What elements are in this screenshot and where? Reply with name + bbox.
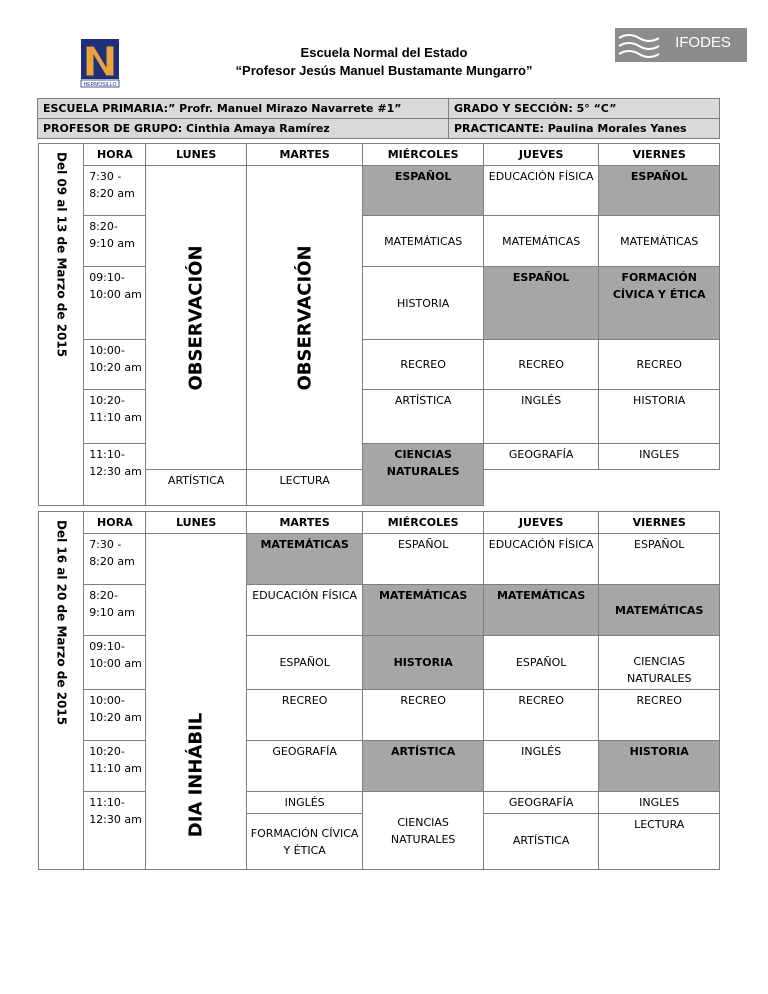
school-name: Escuela Normal del Estado [300, 45, 468, 60]
subject-cell: ESPAÑOL [483, 267, 599, 340]
info-table [37, 98, 720, 139]
week-2-lunes-dia-inhabil: DIA INHÁBIL [146, 534, 246, 870]
subject-cell: LECTURA [246, 470, 363, 506]
subject-cell: MATEMÁTICAS [599, 585, 720, 636]
subject-cell: RECREO [599, 690, 720, 741]
col-viernes: VIERNES [599, 144, 720, 166]
grado-info: GRADO Y SECCIÓN: 5° “C” [449, 99, 720, 119]
subject-cell: RECREO [246, 690, 363, 741]
col-martes: MARTES [246, 144, 363, 166]
week-1-martes-observacion: OBSERVACIÓN [246, 166, 363, 470]
profesor-info: PROFESOR DE GRUPO: Cinthia Amaya Ramírez [38, 119, 449, 139]
time-slot: 09:10- 10:00 am [84, 636, 146, 690]
col-miercoles: MIÉRCOLES [363, 512, 484, 534]
subject-cell: EDUCACIÓN FÍSICA [483, 166, 599, 216]
subject-cell: HISTORIA [363, 636, 484, 690]
subject-cell: MATEMÁTICAS [363, 585, 484, 636]
time-slot: 7:30 - 8:20 am [84, 166, 146, 216]
subject-cell: MATEMÁTICAS [599, 216, 720, 267]
subject-cell: HISTORIA [599, 390, 720, 444]
school-header [0, 44, 768, 80]
subject-cell: ARTÍSTICA [146, 470, 246, 506]
week-2-date-label: Del 16 al 20 de Marzo de 2015 [39, 512, 84, 870]
subject-cell: HISTORIA [363, 267, 484, 340]
subject-cell: INGLÉS [483, 741, 599, 792]
subject-cell: INGLÉS [483, 390, 599, 444]
subject-cell: ESPAÑOL [363, 166, 484, 216]
subject-cell: MATEMÁTICAS [363, 216, 484, 267]
time-slot: 10:20- 11:10 am [84, 390, 146, 444]
subject-cell: INGLES [599, 792, 720, 814]
subject-cell: GEOGRAFÍA [483, 792, 599, 814]
time-slot: 8:20- 9:10 am [84, 216, 146, 267]
subject-cell: ARTÍSTICA [363, 741, 484, 792]
subject-cell: CIENCIAS NATURALES [363, 444, 484, 506]
subject-cell: CIENCIAS NATURALES [599, 636, 720, 690]
subject-cell: RECREO [483, 690, 599, 741]
time-slot: 11:10- 12:30 am [84, 444, 146, 506]
col-viernes: VIERNES [599, 512, 720, 534]
subject-cell: EDUCACIÓN FÍSICA [246, 585, 363, 636]
subject-cell: INGLES [599, 444, 720, 470]
col-martes: MARTES [246, 512, 363, 534]
week-1-lunes-observacion: OBSERVACIÓN [146, 166, 246, 470]
schedule-week-1 [38, 143, 720, 506]
col-hora: HORA [84, 144, 146, 166]
subject-cell: RECREO [483, 340, 599, 390]
practicante-info: PRACTICANTE: Paulina Morales Yanes [449, 119, 720, 139]
subject-cell: GEOGRAFÍA [483, 444, 599, 470]
subject-cell: MATEMÁTICAS [483, 216, 599, 267]
col-lunes: LUNES [146, 512, 246, 534]
col-lunes: LUNES [146, 144, 246, 166]
col-jueves: JUEVES [483, 144, 599, 166]
time-slot: 8:20- 9:10 am [84, 585, 146, 636]
school-subtitle: “Profesor Jesús Manuel Bustamante Mungarro” [235, 63, 533, 78]
subject-cell: ARTÍSTICA [363, 390, 484, 444]
time-slot: 7:30 - 8:20 am [84, 534, 146, 585]
subject-cell: GEOGRAFÍA [246, 741, 363, 792]
subject-cell: EDUCACIÓN FÍSICA [483, 534, 599, 585]
subject-cell: FORMACIÓN CÍVICA Y ÉTICA [599, 267, 720, 340]
subject-cell: HISTORIA [599, 741, 720, 792]
time-slot: 10:20- 11:10 am [84, 741, 146, 792]
schedule-week-2 [38, 511, 720, 870]
subject-cell: ESPAÑOL [246, 636, 363, 690]
subject-cell: ESPAÑOL [363, 534, 484, 585]
col-hora: HORA [84, 512, 146, 534]
subject-cell: RECREO [363, 690, 484, 741]
time-slot: 09:10- 10:00 am [84, 267, 146, 340]
logo-left-text: HERMOSILLO [83, 82, 117, 88]
subject-cell: RECREO [599, 340, 720, 390]
col-miercoles: MIÉRCOLES [363, 144, 484, 166]
time-slot: 11:10- 12:30 am [84, 792, 146, 870]
time-slot: 10:00- 10:20 am [84, 690, 146, 741]
subject-cell: FORMACIÓN CÍVICA Y ÉTICA [246, 814, 363, 870]
subject-cell: MATEMÁTICAS [246, 534, 363, 585]
logo-right-text: IFODES [675, 34, 731, 51]
subject-cell: CIENCIAS NATURALES [363, 792, 484, 870]
col-jueves: JUEVES [483, 512, 599, 534]
subject-cell: ESPAÑOL [599, 534, 720, 585]
subject-cell: INGLÉS [246, 792, 363, 814]
subject-cell: ESPAÑOL [483, 636, 599, 690]
week-1-date-label: Del 09 al 13 de Marzo de 2015 [39, 144, 84, 506]
time-slot: 10:00- 10:20 am [84, 340, 146, 390]
subject-cell: ARTÍSTICA [483, 814, 599, 870]
subject-cell: LECTURA [599, 814, 720, 870]
subject-cell: MATEMÁTICAS [483, 585, 599, 636]
subject-cell: RECREO [363, 340, 484, 390]
subject-cell: ESPAÑOL [599, 166, 720, 216]
escuela-info: ESCUELA PRIMARIA:” Profr. Manuel Mirazo Navarrete #1” [38, 99, 449, 119]
